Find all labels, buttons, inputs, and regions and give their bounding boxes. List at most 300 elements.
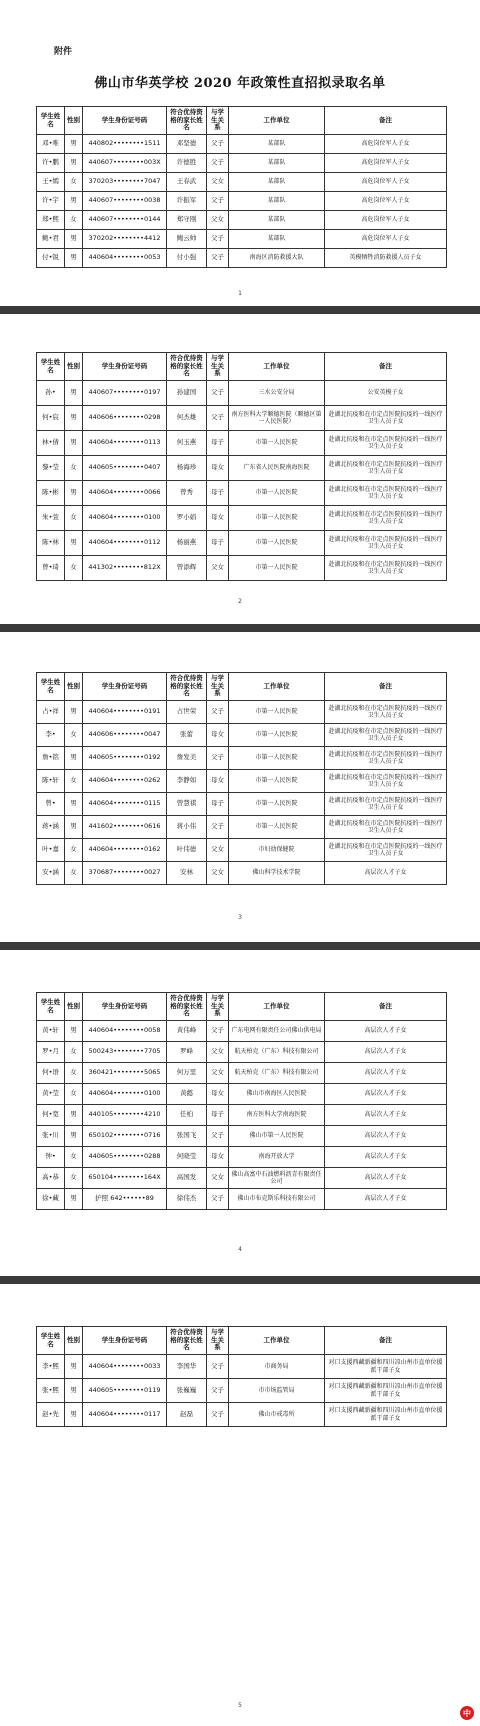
table-row bbox=[37, 724, 447, 747]
workplace-cell: 南海开放大学 bbox=[229, 1147, 325, 1168]
column-header-note: 备注 bbox=[325, 993, 447, 1021]
id-number-cell: 440607••••••••0197 bbox=[83, 381, 167, 406]
gender-cell: 男 bbox=[65, 135, 83, 154]
relation-cell: 父子 bbox=[207, 249, 229, 268]
id-number-cell: 440607••••••••0038 bbox=[83, 192, 167, 211]
workplace-cell: 市第一人民医院 bbox=[229, 481, 325, 506]
parent-name-cell: 曾秀 bbox=[167, 481, 207, 506]
student-name-cell: 曾•琦 bbox=[37, 556, 65, 581]
gender-cell: 男 bbox=[65, 381, 83, 406]
id-number-cell: 440604••••••••0058 bbox=[83, 1021, 167, 1042]
relation-cell: 父子 bbox=[207, 1403, 229, 1427]
parent-name-cell: 许振军 bbox=[167, 192, 207, 211]
workplace-cell: 市第一人民医院 bbox=[229, 816, 325, 839]
workplace-cell: 市第一人民医院 bbox=[229, 724, 325, 747]
remark-cell: 赴湖北抗疫和在市定点医院抗疫的一线医疗卫生人员子女 bbox=[325, 556, 447, 581]
relation-cell: 父女 bbox=[207, 1063, 229, 1084]
remark-cell: 赴湖北抗疫和在市定点医院抗疫的一线医疗卫生人员子女 bbox=[325, 724, 447, 747]
roster-table-page-5 bbox=[36, 1326, 447, 1427]
relation-cell: 父子 bbox=[207, 701, 229, 724]
relation-cell: 父女 bbox=[207, 173, 229, 192]
column-header-work: 工作单位 bbox=[229, 353, 325, 381]
parent-name-cell: 孙建国 bbox=[167, 381, 207, 406]
relation-cell: 母子 bbox=[207, 531, 229, 556]
relation-cell: 父女 bbox=[207, 556, 229, 581]
relation-cell: 母女 bbox=[207, 506, 229, 531]
column-header-id: 学生身份证号码 bbox=[83, 993, 167, 1021]
column-header-work: 工作单位 bbox=[229, 107, 325, 135]
remark-cell: 英模牺牲消防救援人员子女 bbox=[325, 249, 447, 268]
workplace-cell: 市第一人民医院 bbox=[229, 431, 325, 456]
student-name-cell: 许•宇 bbox=[37, 192, 65, 211]
column-header-parent: 符合优待资格的家长姓名 bbox=[167, 1327, 207, 1355]
table-row bbox=[37, 230, 447, 249]
parent-name-cell: 黄伟峰 bbox=[167, 1021, 207, 1042]
column-header-work: 工作单位 bbox=[229, 1327, 325, 1355]
student-name-cell: 何•宸 bbox=[37, 406, 65, 431]
relation-cell: 父子 bbox=[207, 1189, 229, 1210]
relation-cell: 父子 bbox=[207, 1126, 229, 1147]
table-row bbox=[37, 1355, 447, 1379]
parent-name-cell: 何晓莹 bbox=[167, 1147, 207, 1168]
gender-cell: 男 bbox=[65, 1355, 83, 1379]
student-name-cell: 占•祥 bbox=[37, 701, 65, 724]
id-number-cell: 440604••••••••0113 bbox=[83, 431, 167, 456]
parent-name-cell: 许德胜 bbox=[167, 154, 207, 173]
gender-cell: 男 bbox=[65, 230, 83, 249]
workplace-cell: 佛山市戒毒所 bbox=[229, 1403, 325, 1427]
relation-cell: 父女 bbox=[207, 839, 229, 862]
relation-cell: 母子 bbox=[207, 431, 229, 456]
parent-name-cell: 张国飞 bbox=[167, 1126, 207, 1147]
gender-cell: 男 bbox=[65, 431, 83, 456]
relation-cell: 母女 bbox=[207, 724, 229, 747]
gender-cell: 男 bbox=[65, 1379, 83, 1403]
table-row bbox=[37, 1403, 447, 1427]
remark-cell: 赴湖北抗疫和在市定点医院抗疫的一线医疗卫生人员子女 bbox=[325, 456, 447, 481]
student-name-cell: 何•语 bbox=[37, 1063, 65, 1084]
table-row bbox=[37, 1021, 447, 1042]
page-number: 2 bbox=[238, 598, 242, 605]
relation-cell: 父子 bbox=[207, 816, 229, 839]
remark-cell: 高危岗位军人子女 bbox=[325, 154, 447, 173]
column-header-id: 学生身份证号码 bbox=[83, 673, 167, 701]
column-header-work: 工作单位 bbox=[229, 673, 325, 701]
workplace-cell: 南方医科大学顺德医院（顺德区第一人民医院） bbox=[229, 406, 325, 431]
table-row bbox=[37, 154, 447, 173]
id-number-cell: 440604••••••••0053 bbox=[83, 249, 167, 268]
remark-cell: 高层次人才子女 bbox=[325, 1063, 447, 1084]
parent-name-cell: 张巍巍 bbox=[167, 1379, 207, 1403]
parent-name-cell: 罗小娟 bbox=[167, 506, 207, 531]
parent-name-cell: 王春武 bbox=[167, 173, 207, 192]
parent-name-cell: 何杰雄 bbox=[167, 406, 207, 431]
workplace-cell: 某部队 bbox=[229, 192, 325, 211]
column-header-gender: 性别 bbox=[65, 107, 83, 135]
column-header-id: 学生身份证号码 bbox=[83, 353, 167, 381]
workplace-cell: 某部队 bbox=[229, 135, 325, 154]
relation-cell: 父子 bbox=[207, 406, 229, 431]
student-name-cell: 赵•先 bbox=[37, 1403, 65, 1427]
roster-table-page-1 bbox=[36, 106, 447, 268]
workplace-cell: 佛山高富中石油燃料沥青有限责任公司 bbox=[229, 1168, 325, 1189]
gender-cell: 女 bbox=[65, 862, 83, 885]
parent-name-cell: 黄懿 bbox=[167, 1084, 207, 1105]
column-header-name: 学生姓名 bbox=[37, 993, 65, 1021]
remark-cell: 赴湖北抗疫和在市定点医院抗疫的一线医疗卫生人员子女 bbox=[325, 701, 447, 724]
table-row bbox=[37, 481, 447, 506]
relation-cell: 父子 bbox=[207, 1021, 229, 1042]
student-name-cell: 朱•萱 bbox=[37, 506, 65, 531]
student-name-cell: 王•嫣 bbox=[37, 173, 65, 192]
workplace-cell: 市第一人民医院 bbox=[229, 556, 325, 581]
parent-name-cell: 李静如 bbox=[167, 770, 207, 793]
remark-cell: 高层次人才子女 bbox=[325, 1021, 447, 1042]
table-row bbox=[37, 747, 447, 770]
parent-name-cell: 曾添辉 bbox=[167, 556, 207, 581]
parent-name-cell: 杨海珍 bbox=[167, 456, 207, 481]
relation-cell: 母女 bbox=[207, 456, 229, 481]
gender-cell: 女 bbox=[65, 1147, 83, 1168]
student-name-cell: 许•鹏 bbox=[37, 154, 65, 173]
workplace-cell: 某部队 bbox=[229, 230, 325, 249]
id-number-cell: 440604••••••••0066 bbox=[83, 481, 167, 506]
parent-name-cell: 曾慧祺 bbox=[167, 793, 207, 816]
id-number-cell: 护照 642••••••89 bbox=[83, 1189, 167, 1210]
student-name-cell: 徐•藏 bbox=[37, 1189, 65, 1210]
id-number-cell: 440604••••••••0117 bbox=[83, 1403, 167, 1427]
gender-cell: 女 bbox=[65, 173, 83, 192]
gender-cell: 女 bbox=[65, 556, 83, 581]
document-page-5 bbox=[0, 1284, 480, 1726]
gender-cell: 男 bbox=[65, 816, 83, 839]
id-number-cell: 650104••••••••164X bbox=[83, 1168, 167, 1189]
parent-name-cell: 郑守刚 bbox=[167, 211, 207, 230]
workplace-cell: 市第一人民医院 bbox=[229, 506, 325, 531]
student-name-cell: 黄•莹 bbox=[37, 1084, 65, 1105]
gender-cell: 女 bbox=[65, 456, 83, 481]
relation-cell: 父女 bbox=[207, 211, 229, 230]
student-name-cell: 林•倩 bbox=[37, 431, 65, 456]
document-page-1 bbox=[0, 0, 480, 306]
student-name-cell: 郑•熙 bbox=[37, 211, 65, 230]
id-number-cell: 440606••••••••0047 bbox=[83, 724, 167, 747]
workplace-cell: 市第一人民医院 bbox=[229, 747, 325, 770]
id-number-cell: 440604••••••••0112 bbox=[83, 531, 167, 556]
gender-cell: 男 bbox=[65, 531, 83, 556]
id-number-cell: 441602••••••••0616 bbox=[83, 816, 167, 839]
column-header-gender: 性别 bbox=[65, 353, 83, 381]
parent-name-cell: 罗峰 bbox=[167, 1042, 207, 1063]
workplace-cell: 市第一人民医院 bbox=[229, 770, 325, 793]
parent-name-cell: 占世荣 bbox=[167, 701, 207, 724]
student-name-cell: 付•锐 bbox=[37, 249, 65, 268]
column-header-gender: 性别 bbox=[65, 673, 83, 701]
relation-cell: 父子 bbox=[207, 1379, 229, 1403]
remark-cell: 高层次人才子女 bbox=[325, 1042, 447, 1063]
gender-cell: 男 bbox=[65, 793, 83, 816]
table-row bbox=[37, 406, 447, 431]
id-number-cell: 440604••••••••0100 bbox=[83, 1084, 167, 1105]
parent-name-cell: 付小强 bbox=[167, 249, 207, 268]
app-watermark-logo bbox=[460, 1706, 474, 1720]
page-number: 3 bbox=[238, 914, 242, 921]
remark-cell: 高层次人才子女 bbox=[325, 1189, 447, 1210]
table-row bbox=[37, 1126, 447, 1147]
document-title: 佛山市华英学校 2020 年政策性直招拟录取名单 bbox=[94, 76, 386, 91]
gender-cell: 男 bbox=[65, 1021, 83, 1042]
student-name-cell: 张•熙 bbox=[37, 1379, 65, 1403]
relation-cell: 父子 bbox=[207, 135, 229, 154]
student-name-cell: 何•宽 bbox=[37, 1105, 65, 1126]
relation-cell: 父子 bbox=[207, 154, 229, 173]
student-name-cell: 黄•轩 bbox=[37, 1021, 65, 1042]
relation-cell: 母女 bbox=[207, 1147, 229, 1168]
table-row bbox=[37, 381, 447, 406]
parent-name-cell: 叶伟德 bbox=[167, 839, 207, 862]
table-row bbox=[37, 1168, 447, 1189]
gender-cell: 男 bbox=[65, 701, 83, 724]
table-row bbox=[37, 135, 447, 154]
column-header-parent: 符合优待资格的家长姓名 bbox=[167, 107, 207, 135]
column-header-name: 学生姓名 bbox=[37, 673, 65, 701]
relation-cell: 父女 bbox=[207, 862, 229, 885]
student-name-cell: 李• bbox=[37, 724, 65, 747]
gender-cell: 女 bbox=[65, 1168, 83, 1189]
column-header-note: 备注 bbox=[325, 1327, 447, 1355]
parent-name-cell: 杨丽燕 bbox=[167, 531, 207, 556]
student-name-cell: 陈•林 bbox=[37, 531, 65, 556]
gender-cell: 男 bbox=[65, 154, 83, 173]
table-row bbox=[37, 862, 447, 885]
remark-cell: 高层次人才子女 bbox=[325, 1168, 447, 1189]
table-row bbox=[37, 701, 447, 724]
student-name-cell: 李•熙 bbox=[37, 1355, 65, 1379]
table-row bbox=[37, 211, 447, 230]
gender-cell: 男 bbox=[65, 1189, 83, 1210]
column-header-note: 备注 bbox=[325, 353, 447, 381]
table-row bbox=[37, 1084, 447, 1105]
student-name-cell: 黎•莹 bbox=[37, 456, 65, 481]
column-header-note: 备注 bbox=[325, 673, 447, 701]
id-number-cell: 440605••••••••0119 bbox=[83, 1379, 167, 1403]
remark-cell: 高危岗位军人子女 bbox=[325, 173, 447, 192]
parent-name-cell: 徐伟杰 bbox=[167, 1189, 207, 1210]
workplace-cell: 佛山科学技术学院 bbox=[229, 862, 325, 885]
column-header-name: 学生姓名 bbox=[37, 1327, 65, 1355]
parent-name-cell: 李国华 bbox=[167, 1355, 207, 1379]
relation-cell: 母子 bbox=[207, 1105, 229, 1126]
gender-cell: 女 bbox=[65, 211, 83, 230]
column-header-gender: 性别 bbox=[65, 993, 83, 1021]
column-header-note: 备注 bbox=[325, 107, 447, 135]
table-row bbox=[37, 1379, 447, 1403]
id-number-cell: 440604••••••••0162 bbox=[83, 839, 167, 862]
student-name-cell: 詹•铭 bbox=[37, 747, 65, 770]
workplace-cell: 南方医科大学南海医院 bbox=[229, 1105, 325, 1126]
id-number-cell: 500243••••••••7705 bbox=[83, 1042, 167, 1063]
student-name-cell: 叶•嘉 bbox=[37, 839, 65, 862]
id-number-cell: 440802••••••••1511 bbox=[83, 135, 167, 154]
table-row bbox=[37, 1147, 447, 1168]
document-page-3 bbox=[0, 632, 480, 942]
relation-cell: 父女 bbox=[207, 1168, 229, 1189]
page-number: 5 bbox=[238, 1702, 242, 1709]
student-name-cell: 蒋•涵 bbox=[37, 816, 65, 839]
parent-name-cell: 高国发 bbox=[167, 1168, 207, 1189]
id-number-cell: 360421••••••••5065 bbox=[83, 1063, 167, 1084]
id-number-cell: 440607••••••••003X bbox=[83, 154, 167, 173]
remark-cell: 赴湖北抗疫和在市定点医院抗疫的一线医疗卫生人员子女 bbox=[325, 531, 447, 556]
id-number-cell: 370687••••••••0027 bbox=[83, 862, 167, 885]
workplace-cell: 某部队 bbox=[229, 173, 325, 192]
remark-cell: 高层次人才子女 bbox=[325, 1105, 447, 1126]
id-number-cell: 370203••••••••7047 bbox=[83, 173, 167, 192]
column-header-name: 学生姓名 bbox=[37, 107, 65, 135]
id-number-cell: 440105••••••••4210 bbox=[83, 1105, 167, 1126]
page-separator bbox=[0, 1276, 480, 1284]
remark-cell: 赴湖北抗疫和在市定点医院抗疫的一线医疗卫生人员子女 bbox=[325, 506, 447, 531]
id-number-cell: 650102••••••••0716 bbox=[83, 1126, 167, 1147]
column-header-relation: 与学生关系 bbox=[207, 993, 229, 1021]
table-row bbox=[37, 770, 447, 793]
parent-name-cell: 鲍云帅 bbox=[167, 230, 207, 249]
workplace-cell: 市市场监管局 bbox=[229, 1379, 325, 1403]
roster-table-page-3 bbox=[36, 672, 447, 885]
remark-cell: 对口支援西藏新疆和四川凉山州市直单位援派干部子女 bbox=[325, 1379, 447, 1403]
remark-cell: 赴湖北抗疫和在市定点医院抗疫的一线医疗卫生人员子女 bbox=[325, 816, 447, 839]
id-number-cell: 441302••••••••812X bbox=[83, 556, 167, 581]
gender-cell: 女 bbox=[65, 506, 83, 531]
gender-cell: 男 bbox=[65, 192, 83, 211]
remark-cell: 高危岗位军人子女 bbox=[325, 192, 447, 211]
workplace-cell: 佛山市南海区人民医院 bbox=[229, 1084, 325, 1105]
workplace-cell: 市第一人民医院 bbox=[229, 531, 325, 556]
student-name-cell: 张•川 bbox=[37, 1126, 65, 1147]
table-row bbox=[37, 1063, 447, 1084]
table-row bbox=[37, 1042, 447, 1063]
id-number-cell: 440604••••••••0033 bbox=[83, 1355, 167, 1379]
id-number-cell: 440604••••••••0115 bbox=[83, 793, 167, 816]
remark-cell: 赴湖北抗疫和在市定点医院抗疫的一线医疗卫生人员子女 bbox=[325, 793, 447, 816]
id-number-cell: 440604••••••••0191 bbox=[83, 701, 167, 724]
remark-cell: 高层次人才子女 bbox=[325, 1084, 447, 1105]
page-separator bbox=[0, 306, 480, 314]
workplace-cell: 广东省人民医院南海医院 bbox=[229, 456, 325, 481]
student-name-cell: 陈•彬 bbox=[37, 481, 65, 506]
column-header-relation: 与学生关系 bbox=[207, 107, 229, 135]
workplace-cell: 某部队 bbox=[229, 154, 325, 173]
relation-cell: 父子 bbox=[207, 381, 229, 406]
student-name-cell: 鲍•君 bbox=[37, 230, 65, 249]
id-number-cell: 440605••••••••0407 bbox=[83, 456, 167, 481]
document-page-4 bbox=[0, 950, 480, 1276]
relation-cell: 母女 bbox=[207, 1084, 229, 1105]
remark-cell: 赴湖北抗疫和在市定点医院抗疫的一线医疗卫生人员子女 bbox=[325, 839, 447, 862]
column-header-name: 学生姓名 bbox=[37, 353, 65, 381]
id-number-cell: 440605••••••••0192 bbox=[83, 747, 167, 770]
remark-cell: 高危岗位军人子女 bbox=[325, 211, 447, 230]
column-header-relation: 与学生关系 bbox=[207, 353, 229, 381]
gender-cell: 女 bbox=[65, 770, 83, 793]
relation-cell: 父子 bbox=[207, 192, 229, 211]
brand-logo-icon: 中 bbox=[460, 1706, 474, 1720]
gender-cell: 男 bbox=[65, 1126, 83, 1147]
remark-cell: 赴湖北抗疫和在市定点医院抗疫的一线医疗卫生人员子女 bbox=[325, 770, 447, 793]
page-separator bbox=[0, 942, 480, 950]
student-name-cell: 安•涵 bbox=[37, 862, 65, 885]
relation-cell: 母子 bbox=[207, 793, 229, 816]
document-page-2 bbox=[0, 314, 480, 624]
workplace-cell: 佛山市第一人民医院 bbox=[229, 1126, 325, 1147]
gender-cell: 女 bbox=[65, 724, 83, 747]
gender-cell: 男 bbox=[65, 481, 83, 506]
workplace-cell: 市商务局 bbox=[229, 1355, 325, 1379]
gender-cell: 女 bbox=[65, 839, 83, 862]
student-name-cell: 罗•月 bbox=[37, 1042, 65, 1063]
workplace-cell: 航天柏克（广东）科技有限公司 bbox=[229, 1042, 325, 1063]
table-row bbox=[37, 431, 447, 456]
id-number-cell: 440606••••••••0298 bbox=[83, 406, 167, 431]
page-separator bbox=[0, 624, 480, 632]
parent-name-cell: 何玉燕 bbox=[167, 431, 207, 456]
workplace-cell: 三水公安分局 bbox=[229, 381, 325, 406]
page-number: 1 bbox=[238, 290, 242, 297]
table-row bbox=[37, 192, 447, 211]
workplace-cell: 广东电网有限责任公司佛山供电局 bbox=[229, 1021, 325, 1042]
table-row bbox=[37, 249, 447, 268]
parent-name-cell: 张蕾 bbox=[167, 724, 207, 747]
remark-cell: 高危岗位军人子女 bbox=[325, 230, 447, 249]
id-number-cell: 440604••••••••0100 bbox=[83, 506, 167, 531]
remark-cell: 对口支援西藏新疆和四川凉山州市直单位援派干部子女 bbox=[325, 1355, 447, 1379]
parent-name-cell: 赵磊 bbox=[167, 1403, 207, 1427]
workplace-cell: 市第一人民医院 bbox=[229, 793, 325, 816]
workplace-cell: 市第一人民医院 bbox=[229, 701, 325, 724]
workplace-cell: 市妇幼保健院 bbox=[229, 839, 325, 862]
remark-cell: 高层次人才子女 bbox=[325, 1126, 447, 1147]
id-number-cell: 440607••••••••0144 bbox=[83, 211, 167, 230]
parent-name-cell: 何万里 bbox=[167, 1063, 207, 1084]
id-number-cell: 440605••••••••0288 bbox=[83, 1147, 167, 1168]
gender-cell: 男 bbox=[65, 747, 83, 770]
parent-name-cell: 蒋小伟 bbox=[167, 816, 207, 839]
column-header-work: 工作单位 bbox=[229, 993, 325, 1021]
workplace-cell: 佛山市布克斯乐科技有限公司 bbox=[229, 1189, 325, 1210]
gender-cell: 男 bbox=[65, 1403, 83, 1427]
parent-name-cell: 詹发美 bbox=[167, 747, 207, 770]
table-row bbox=[37, 1189, 447, 1210]
table-row bbox=[37, 556, 447, 581]
column-header-parent: 符合优待资格的家长姓名 bbox=[167, 993, 207, 1021]
roster-table-page-4 bbox=[36, 992, 447, 1210]
remark-cell: 高层次人才子女 bbox=[325, 1147, 447, 1168]
remark-cell: 赴湖北抗疫和在市定点医院抗疫的一线医疗卫生人员子女 bbox=[325, 431, 447, 456]
relation-cell: 母女 bbox=[207, 770, 229, 793]
workplace-cell: 南海区消防救援大队 bbox=[229, 249, 325, 268]
relation-cell: 父子 bbox=[207, 1355, 229, 1379]
gender-cell: 男 bbox=[65, 406, 83, 431]
parent-name-cell: 任柏 bbox=[167, 1105, 207, 1126]
relation-cell: 父子 bbox=[207, 747, 229, 770]
student-name-cell: 钟• bbox=[37, 1147, 65, 1168]
relation-cell: 父女 bbox=[207, 1042, 229, 1063]
gender-cell: 男 bbox=[65, 249, 83, 268]
annex-label: 附件 bbox=[54, 47, 73, 57]
column-header-parent: 符合优待资格的家长姓名 bbox=[167, 353, 207, 381]
column-header-id: 学生身份证号码 bbox=[83, 107, 167, 135]
remark-cell: 公安英模子女 bbox=[325, 381, 447, 406]
